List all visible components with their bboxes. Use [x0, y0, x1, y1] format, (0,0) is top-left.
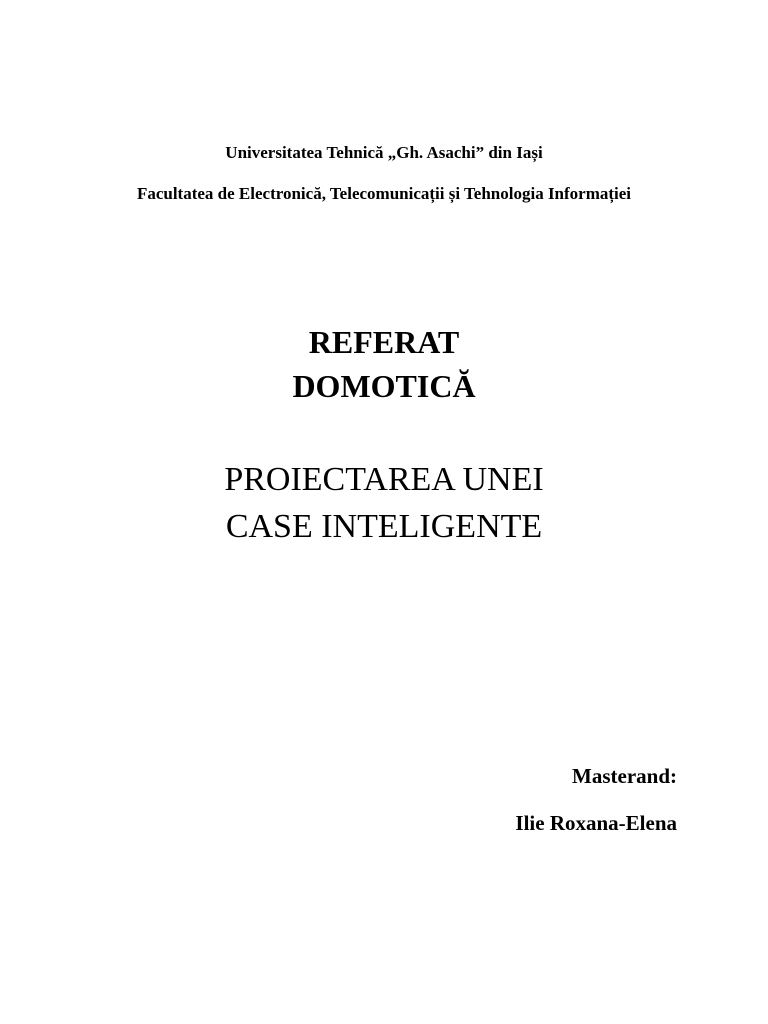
report-subject: DOMOTICĂ — [292, 368, 476, 404]
report-type: REFERAT — [308, 324, 460, 360]
university-name: Universitatea Tehnică „Gh. Asachi” din Iași — [225, 143, 543, 162]
author-name: Ilie Roxana-Elena — [515, 811, 677, 835]
author-label: Masterand: — [572, 764, 677, 788]
faculty-name: Facultatea de Electronică, Telecomunicații și Tehnologia Informației — [136, 184, 632, 203]
project-title-line-1: PROIECTAREA UNEI — [224, 461, 544, 498]
project-title-line-2: CASE INTELIGENTE — [225, 508, 543, 545]
